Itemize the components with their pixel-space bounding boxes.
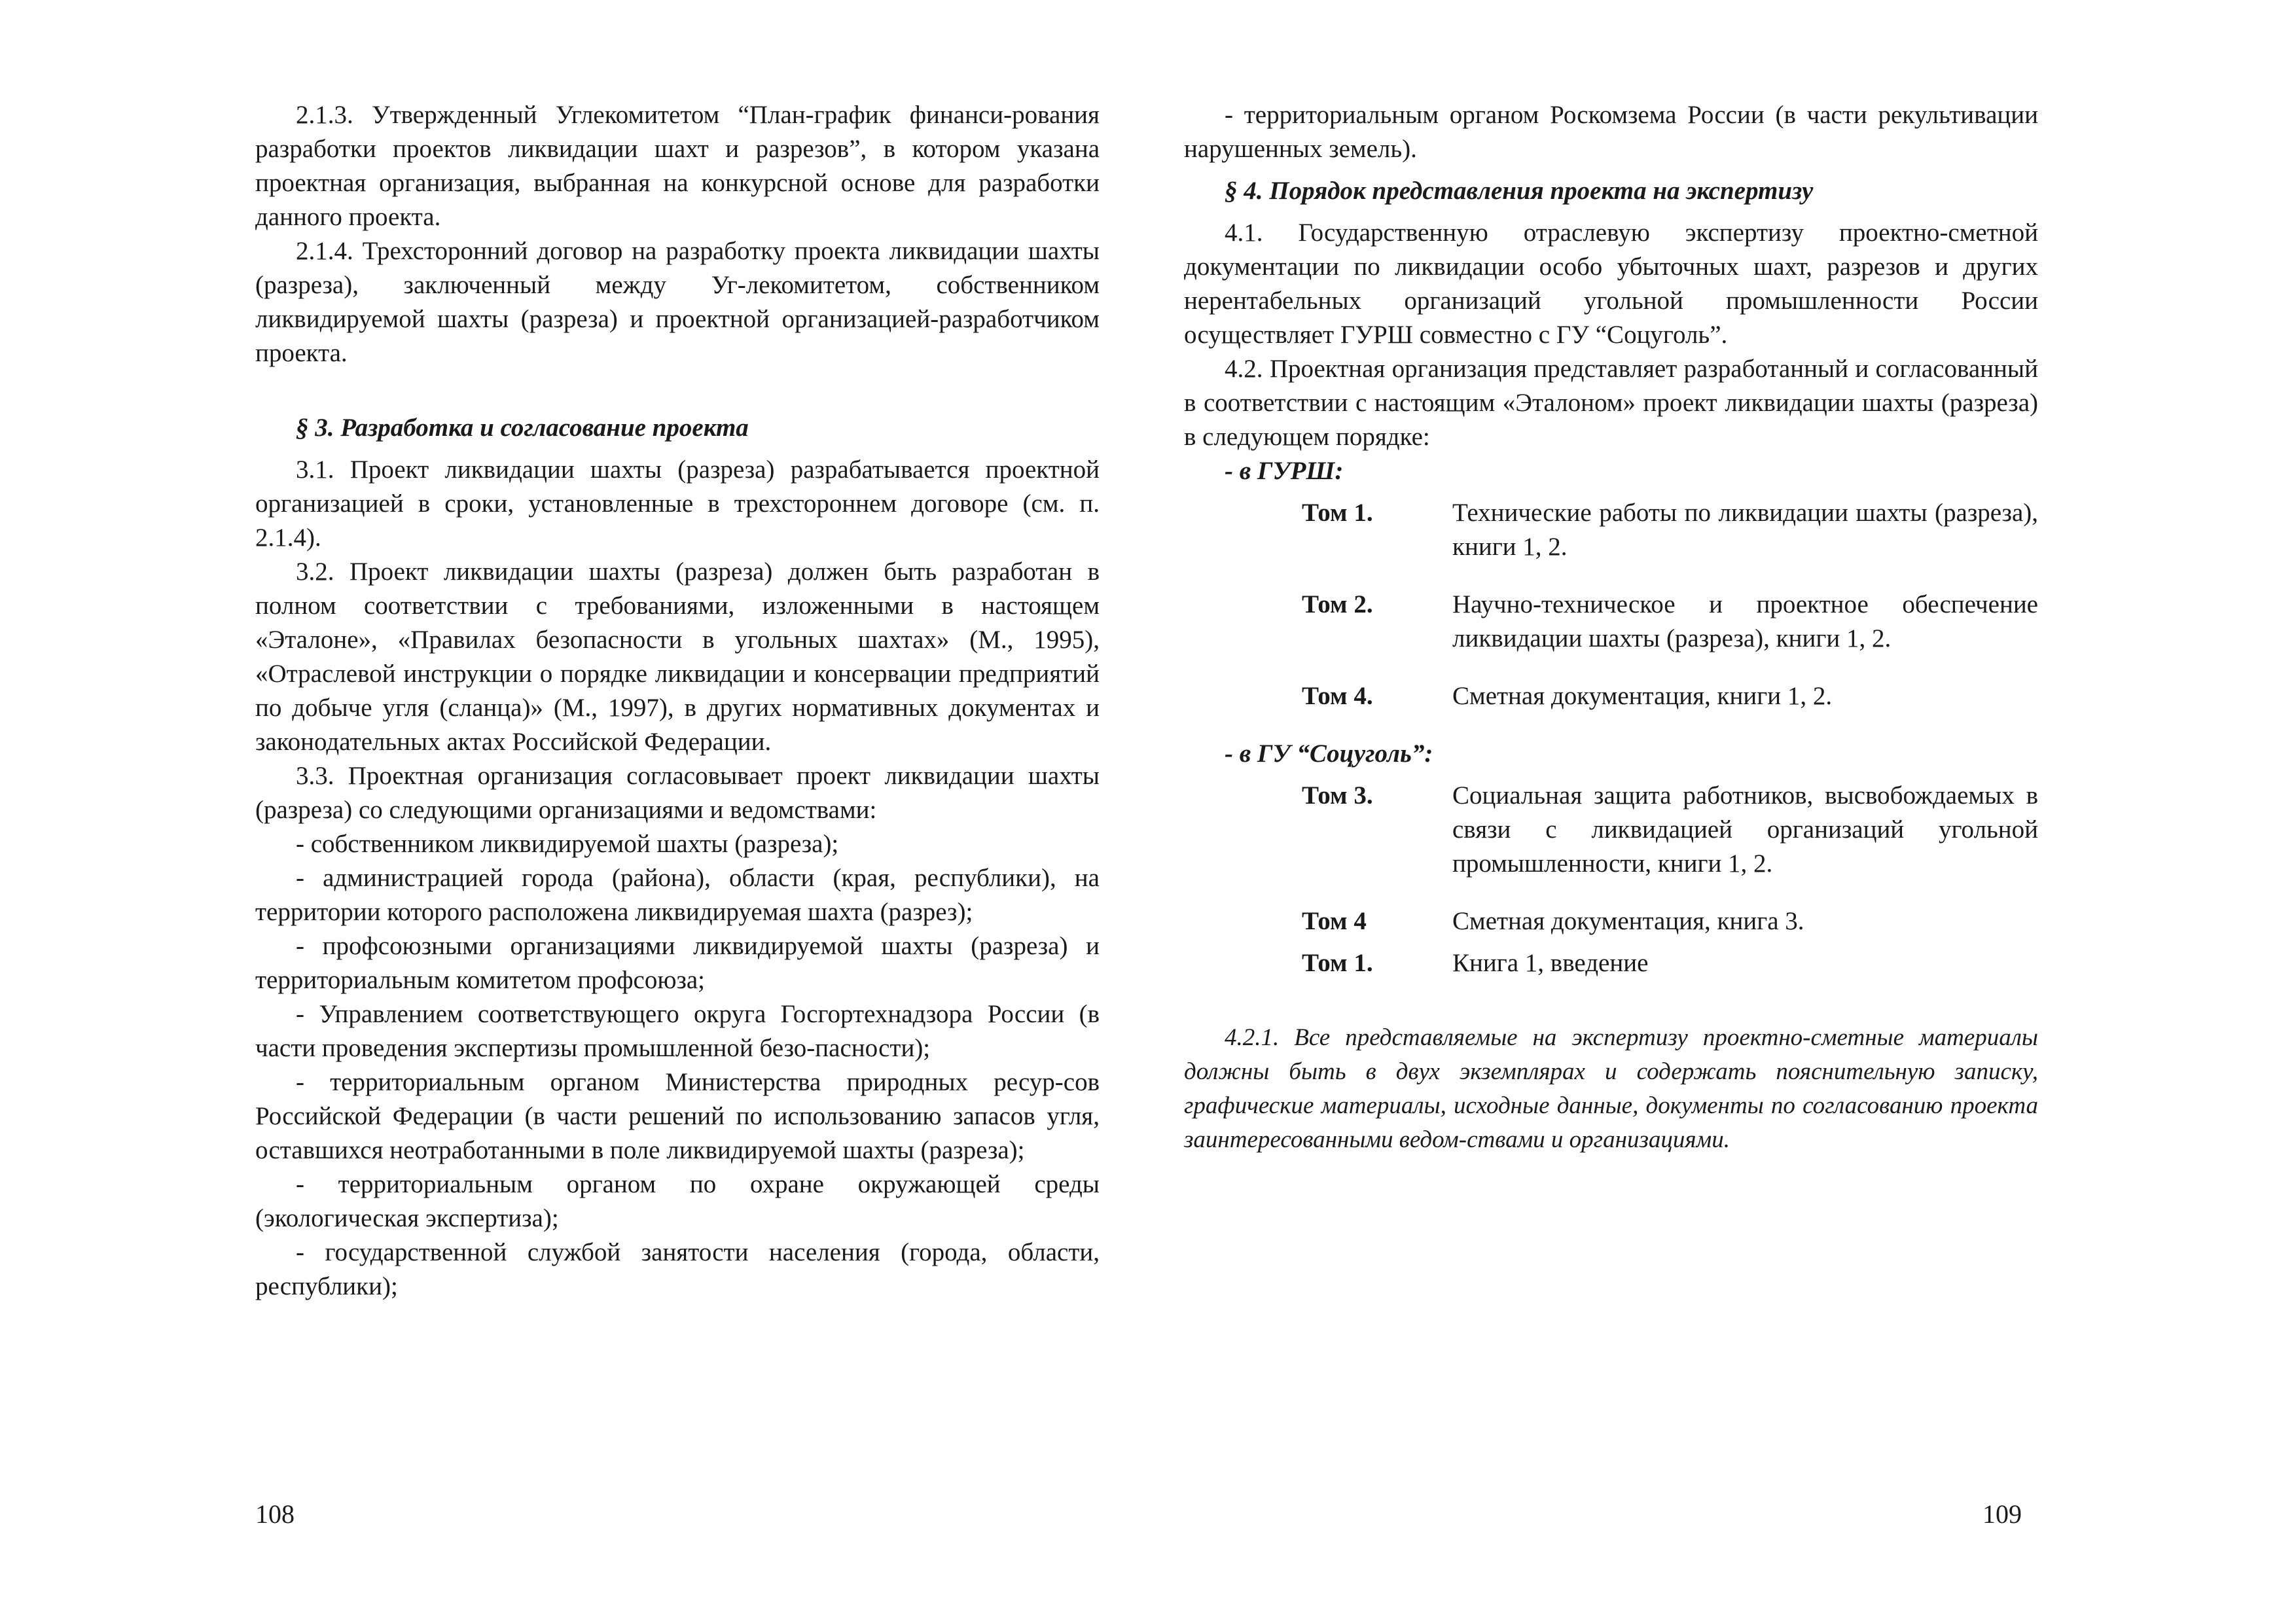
volume-row — [1184, 588, 2038, 656]
volume-row — [1184, 779, 2038, 881]
sotsugol-heading: - в ГУ “Соцуголь”: — [1225, 740, 1433, 768]
list-item-owner: - собственником ликвидируемой шахты (разреза); — [296, 830, 839, 858]
list-item-roskomzem: - территориальным органом Роскомзема России (в части рекультивации нарушенных земель). — [1184, 101, 2038, 163]
paragraph-3-3: 3.3. Проектная организация согласовывает проект ликвидации шахты (разреза) со следующими организациями и ведомствами: — [255, 762, 1100, 824]
paragraph-2-1-3: 2.1.3. Утвержденный Углекомитетом “План-график финанси-рования разработки проектов ликвидации шахт и разрезов”, в котором указана проектная организация, выбранная на конкурсной основе для разработки данного проекта. — [255, 101, 1100, 231]
paragraph-4-2: 4.2. Проектная организация представляет разработанный и согласованный в соответствии с настоящим «Эталоном» проект ликвидации шахты (разреза) в следующем порядке: — [1184, 355, 2038, 451]
volume-label: Том 4. — [1302, 682, 1373, 710]
right-page — [1148, 0, 2296, 1623]
list-item-trade-unions: - профсоюзными организациями ликвидируемой шахты (разреза) и территориальным комитетом профсоюза; — [255, 932, 1100, 994]
volume-description: Социальная защита работников, высвобождаемых в связи с ликвидацией организаций угольной промышленности, книги 1, 2. — [1452, 781, 2038, 878]
volume-label: Том 1. — [1302, 499, 1373, 527]
volume-description: Технические работы по ликвидации шахты (разреза), книги 1, 2. — [1452, 499, 2038, 561]
section-4-heading: § 4. Порядок представления проекта на экспертизу — [1225, 177, 1814, 205]
note-4-2-1 — [1184, 1021, 2038, 1157]
gursh-heading: - в ГУРШ: — [1225, 457, 1344, 485]
list-item-environment: - территориальным органом по охране окружающей среды (экологическая экспертиза); — [255, 1170, 1100, 1232]
volume-description: Научно-техническое и проектное обеспечение ликвидации шахты (разреза), книги 1, 2. — [1452, 590, 2038, 652]
volume-description: Сметная документация, книга 3. — [1452, 907, 1804, 935]
right-page-text-column — [1184, 98, 2038, 1157]
volume-row — [1184, 496, 2038, 564]
list-item-employment-service: - государственной службой занятости населения (города, области, республики); — [255, 1238, 1100, 1300]
volume-row — [1184, 946, 2038, 980]
volume-row — [1184, 679, 2038, 713]
note-4-2-1-text: 4.2.1. Все представляемые на экспертизу проектно-сметные материалы должны быть в двух экземплярах и содержать пояснительную записку, графические материалы, исходные данные, документы по согласованию проекта заинтересованными ведом-ствами и организациями. — [1184, 1024, 2038, 1153]
page-number-left: 108 — [255, 1499, 295, 1529]
list-item-administration: - администрацией города (района), области (края, республики), на территории которого расположена ликвидируемая шахта (разрез); — [255, 864, 1100, 926]
paragraph-3-1: 3.1. Проект ликвидации шахты (разреза) разрабатывается проектной организацией в сроки, установленные в трехстороннем договоре (см. п. 2.1.4). — [255, 455, 1100, 552]
paragraph-2-1-4: 2.1.4. Трехсторонний договор на разработку проекта ликвидации шахты (разреза), заключенный между Уг-лекомитетом, собственником ликвидируемой шахты (разреза) и проектной организацией-разработчиком проекта. — [255, 237, 1100, 367]
paragraph-3-2: 3.2. Проект ликвидации шахты (разреза) должен быть разработан в полном соответствии с требованиями, изложенными в настоящем «Эталоне», «Правилах безопасности в угольных шахтах» (М., 1995), «Отраслевой инструкции о порядке ликвидации и консервации предприятий по добыче угля (сланца)» (М., 1997), в других нормативных документах и законодательных актах Российской Федерации. — [255, 558, 1100, 756]
volume-label: Том 4 — [1302, 907, 1367, 935]
left-page-text-column — [255, 98, 1100, 1304]
volume-label: Том 3. — [1302, 781, 1373, 810]
volume-label: Том 2. — [1302, 590, 1373, 618]
paragraph-4-1: 4.1. Государственную отраслевую экспертизу проектно-сметной документации по ликвидации особо убыточных шахт, разрезов и других нерентабельных организаций угольной промышленности России осуществляет ГУРШ совместно с ГУ “Соцуголь”. — [1184, 219, 2038, 349]
volume-label: Том 1. — [1302, 949, 1373, 977]
section-3-heading: § 3. Разработка и согласование проекта — [296, 414, 749, 442]
list-item-natural-resources: - территориальным органом Министерства природных ресур-сов Российской Федерации (в части решений по использованию запасов угля, оставшихся неотработанными в поле ликвидируемой шахты (разреза); — [255, 1068, 1100, 1164]
page-number-right: 109 — [1982, 1499, 2022, 1529]
volume-description: Сметная документация, книги 1, 2. — [1452, 682, 1833, 710]
list-item-gosgortekhnadzor: - Управлением соответствующего округа Госгортехнадзора России (в части проведения экспертизы промышленной безо-пасности); — [255, 1000, 1100, 1062]
volume-row — [1184, 904, 2038, 938]
volume-description: Книга 1, введение — [1452, 949, 1649, 977]
